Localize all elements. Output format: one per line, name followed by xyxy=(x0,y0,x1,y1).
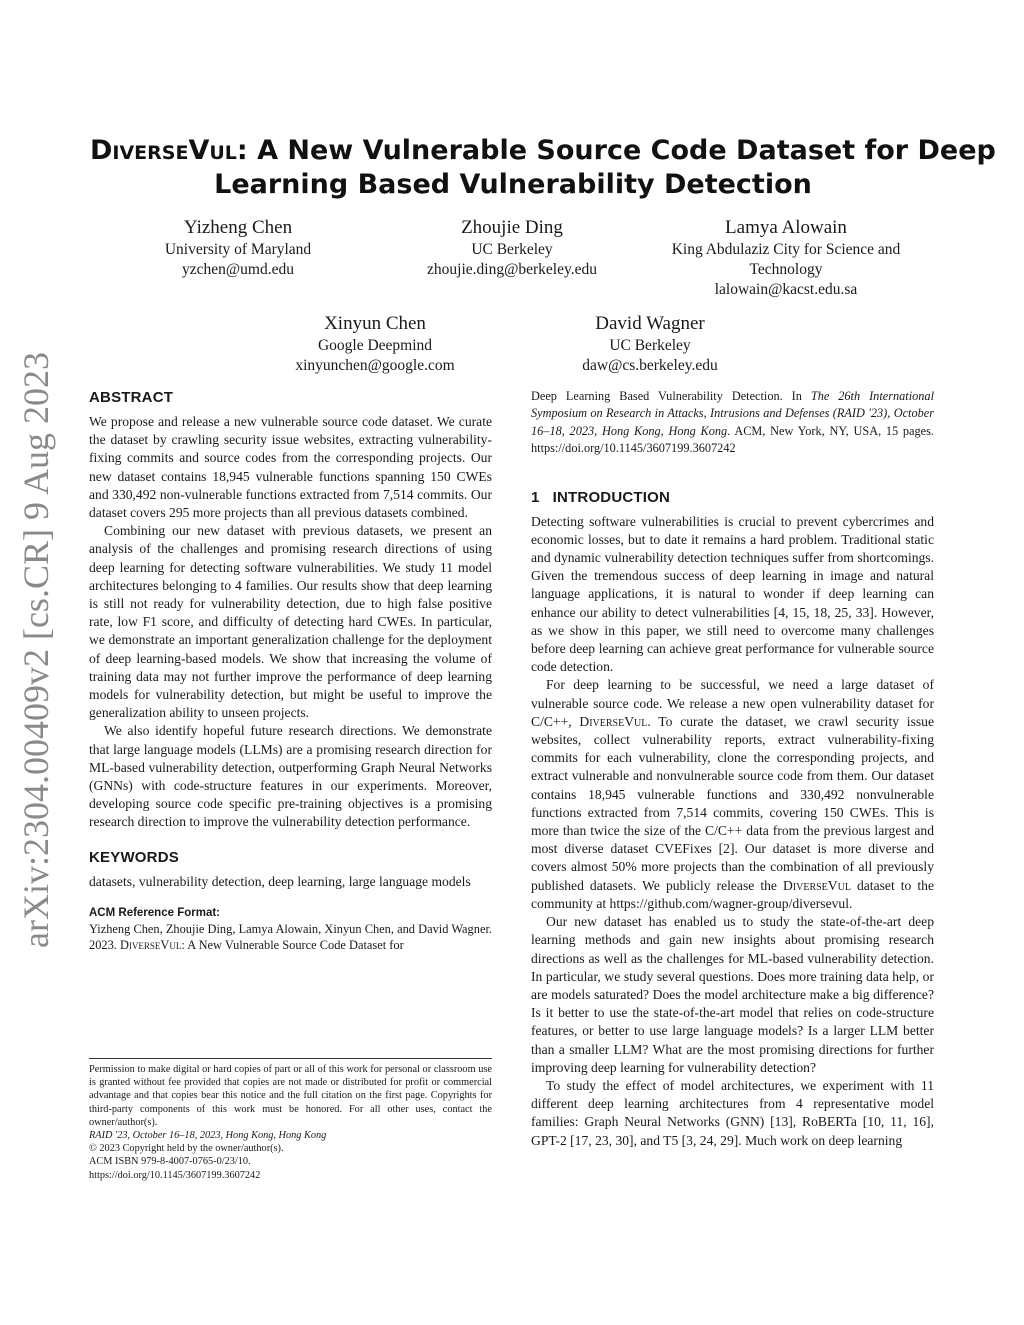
abstract-heading: ABSTRACT xyxy=(89,389,174,406)
acm-reference-dataset-name: DiverseVul xyxy=(119,938,182,953)
author-block xyxy=(540,311,760,376)
author-email[interactable]: xinyunchen@google.com xyxy=(295,357,455,374)
acm-reference-text xyxy=(89,921,492,954)
intro-paragraph-4: To study the effect of model architectures, we experiment with 11 different deep learning architectures from 4 representative model families: Graph Neural Networks (GNN) [13], RoBERTa [10, 11, 16], GPT-2 [17, 23, 30], and T5 [3, 24, 29]. Much work on deep learning xyxy=(531,1077,934,1148)
abstract-paragraph-1: We propose and release a new vulnerable source code dataset. We curate the dataset by crawling security issue websites, extracting vulnerability-fixing commits and source codes from the corresponding projects. Our new dataset contains 18,945 vulnerable functions spanning 150 CWEs and 330,492 non-vulnerable functions extracted from 7,514 commits. Our dataset covers 295 more projects than all previous datasets combined. xyxy=(89,414,492,521)
author-block xyxy=(120,215,356,280)
acm-reference-heading: ACM Reference Format: xyxy=(89,906,220,919)
arxiv-stamp-text: arXiv:2304.00409v2 [cs.CR] 9 Aug 2023 xyxy=(16,352,56,948)
abstract-paragraph-3: We also identify hopeful future research directions. We demonstrate that large language models (LLMs) are a promising research direction for ML-based vulnerability detection, outperforming Graph Neural Networks (GNNs) with code-structure features in our experiments. Moreover, developing source code specific pre-training objectives is a promising research direction to improve the vulnerability detection performance. xyxy=(89,723,492,830)
intro-p2-a: For deep learning to be successful, we need a large dataset of vulnerable source code. We release a new open vulnerability dataset for C/C++, xyxy=(531,677,934,729)
author-name: Zhoujie Ding xyxy=(461,217,563,238)
copyright-line: © 2023 Copyright held by the owner/author(s). xyxy=(89,1143,284,1155)
paper-title xyxy=(90,134,996,202)
acm-reference-cont-b: . ACM, New York, NY, USA, 15 pages. https://doi.org/10.1145/3607199.3607242 xyxy=(531,423,934,456)
spacer xyxy=(89,832,492,848)
acm-reference-title: : A New Vulnerable Source Code Dataset for xyxy=(181,938,404,953)
keywords-heading: KEYWORDS xyxy=(89,848,179,866)
abstract-paragraph-2: Combining our new dataset with previous datasets, we present an analysis of the challenges and promising research directions of using deep learning for detecting software vulnerabilities. We study 11 model architectures belonging to 4 families. Our results show that deep learning is still not ready for vulnerability detection, due to high false positive rate, low F1 score, and difficulty of detecting hard CWEs. In particular, we demonstrate an important generalization challenge for the deployment of deep learning-based models. We show that increasing the volume of training data may not further improve the performance of deep learning models for vulnerability detection, but might be useful to improve the generalization ability to unseen projects. xyxy=(89,523,492,721)
author-name: Lamya Alowain xyxy=(725,217,847,238)
intro-paragraph-1: Detecting software vulnerabilities is crucial to prevent cybercrimes and economic losses, but to date it remains a hard problem. Traditional static and dynamic vulnerability detection techniques suffer from shortcomings. Given the tremendous success of deep learning in image and natural language applications, it is natural to wonder if deep learning can enhance our ability to detect vulnerabilities [4, 15, 18, 25, 33]. However, as we show in this paper, we still need to overcome many challenges before deep learning can achieve great performance for vulnerable source code detection. xyxy=(531,513,934,675)
venue-text: RAID '23, October 16–18, 2023, Hong Kong, Hong Kong xyxy=(89,1130,327,1142)
arxiv-stamp-svg xyxy=(12,350,60,950)
title-line-1-rest: : A New Vulnerable Source Code Dataset for Deep xyxy=(236,135,996,166)
isbn-line: ACM ISBN 979-8-4007-0765-0/23/10. xyxy=(89,1156,251,1168)
doi-link[interactable]: https://doi.org/10.1145/3607199.3607242 xyxy=(89,1169,261,1181)
author-block xyxy=(392,215,632,280)
title-dataset-name: DiverseVul xyxy=(90,135,237,166)
left-column xyxy=(89,388,492,954)
acm-reference-authors: Yizheng Chen, Zhoujie Ding, Lamya Alowain, Xinyun Chen, and David Wagner. 2023. xyxy=(89,921,492,953)
author-affiliation: UC Berkeley xyxy=(471,241,553,258)
title-line-2: Learning Based Vulnerability Detection xyxy=(214,169,812,200)
intro-p2-b: . To curate the dataset, we crawl security issue websites, collect vulnerability reports, extract vulnerability-fixing commits for each vulnerability, clone the corresponding projects, and extract vulnerable and nonvulnerable source code from them. Our dataset contains 18,945 vulnerable functions and 330,492 nonvulnerable functions extracted from 7,514 commits, covering 150 CWEs. This is more than twice the size of the C/C++ data from the previous largest and most diverse dataset CVEFixes [2]. Our dataset is more diverse and covers almost 50% more projects than the combination of all previously published datasets. We publicly release the xyxy=(531,713,934,893)
keywords-text: datasets, vulnerability detection, deep learning, large language models xyxy=(89,873,471,889)
author-name: Yizheng Chen xyxy=(183,217,293,238)
author-affiliation: King Abdulaziz City for Science and xyxy=(671,241,901,258)
author-email[interactable]: yzchen@umd.edu xyxy=(182,261,294,278)
spacer xyxy=(531,458,934,488)
title-line-1 xyxy=(90,134,996,168)
author-email[interactable]: lalowain@kacst.edu.sa xyxy=(714,281,858,298)
author-name: Xinyun Chen xyxy=(324,313,426,334)
acm-reference-cont-a: Deep Learning Based Vulnerability Detection. In xyxy=(531,389,811,403)
author-email[interactable]: zhoujie.ding@berkeley.edu xyxy=(427,261,597,278)
author-email[interactable]: daw@cs.berkeley.edu xyxy=(582,357,718,374)
author-affiliation: UC Berkeley xyxy=(609,337,691,354)
intro-paragraph-2 xyxy=(531,676,934,913)
author-affiliation-line-2: Technology xyxy=(749,261,823,278)
introduction-heading: 1 INTRODUCTION xyxy=(531,488,671,506)
author-affiliation: University of Maryland xyxy=(164,241,312,258)
acm-reference-venue: The 26th International Symposium on Research in Attacks, Intrusions and Defenses (RAID '23), October 16–18, 2023, Hong Kong, Hong Kong xyxy=(531,389,934,438)
author-affiliation: Google Deepmind xyxy=(317,337,433,354)
intro-dataset-name-2: DiverseVul xyxy=(782,877,851,893)
venue-line xyxy=(89,1129,492,1142)
permission-notice: Permission to make digital or hard copies of part or all of this work for personal or classroom use is granted without fee provided that copies are not made or distributed for profit or commercial advantage and that copies bear this notice and the full citation on the first page. Copyrights for third-party components of this work must be honored. For all other uses, contact the owner/author(s). xyxy=(89,1064,492,1128)
intro-p2-c: dataset to the community at https://github.com/wagner-group/diversevul. xyxy=(531,877,934,911)
intro-paragraph-3: Our new dataset has enabled us to study the state-of-the-art deep learning methods and gain new insights about promising research directions as well as the challenges for ML-based vulnerability detection. In particular, we study several questions. Does more training data help, or are models saturated? Does the model architecture make a big difference? Is it better to use the state-of-the-art model that relies on code-structure features, or better to use large language models? Is a larger LLM better than a smaller LLM? What are the most promising directions for further improving deep learning for vulnerability detection? xyxy=(531,914,934,1075)
arxiv-stamp xyxy=(12,350,60,950)
author-block xyxy=(270,311,480,376)
copyright-footnote xyxy=(89,1058,492,1182)
author-block xyxy=(656,215,916,300)
intro-dataset-name: DiverseVul xyxy=(579,713,648,729)
author-name: David Wagner xyxy=(595,313,705,334)
acm-reference-continuation xyxy=(531,388,934,458)
right-column xyxy=(531,388,934,1150)
